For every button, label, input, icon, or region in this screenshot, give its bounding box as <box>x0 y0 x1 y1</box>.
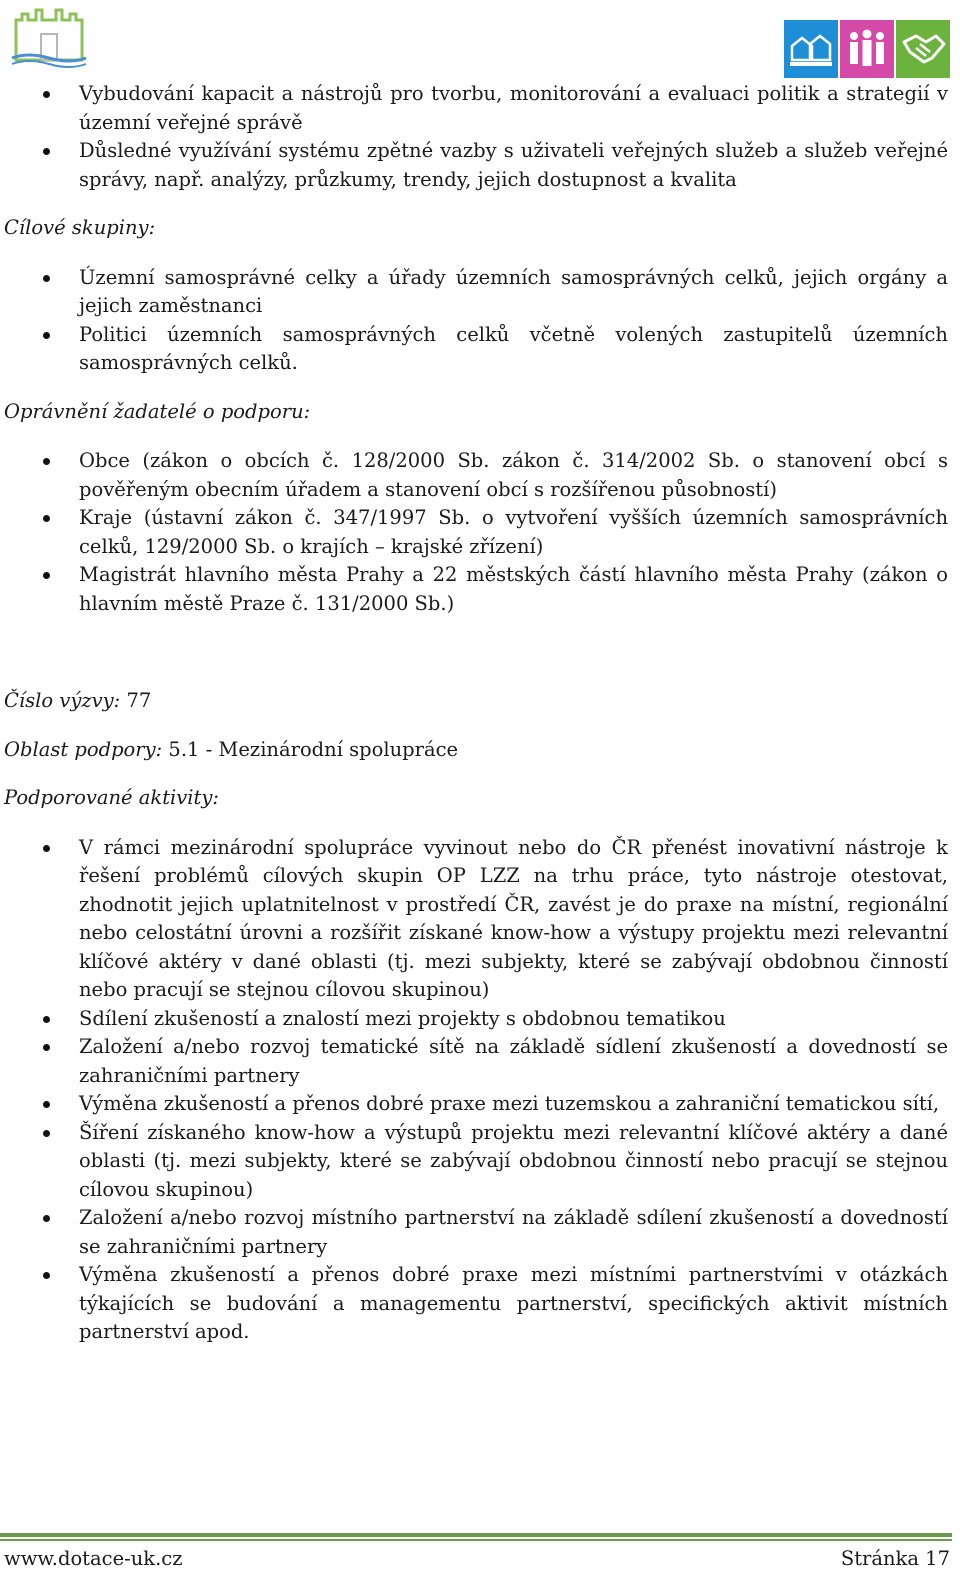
target-groups-list <box>4 264 948 378</box>
list-item: Magistrát hlavního města Prahy a 22 městských částí hlavního města Prahy (zákon o hlavním městě Praze č. 131/2000 Sb.) <box>4 561 948 618</box>
list-item: Politici územních samosprávných celků včetně volených zastupitelů územních samosprávných celků. <box>4 321 948 378</box>
list-item: Vybudování kapacit a nástrojů pro tvorbu, monitorování a evaluaci politik a strategií v územní veřejné správě <box>4 80 948 137</box>
support-area-label: Oblast podpory: <box>4 737 163 761</box>
list-item: Důsledné využívání systému zpětné vazby s uživateli veřejných služeb a služeb veřejné správy, např. analýzy, průzkumy, trendy, jejich dostupnost a kvalita <box>4 137 948 194</box>
eligible-applicants-list <box>4 447 948 618</box>
footer-rule <box>0 1533 952 1537</box>
handshake-icon <box>896 20 950 78</box>
list-item: Sdílení zkušeností a znalostí mezi projekty s obdobnou tematikou <box>4 1005 948 1034</box>
document-body <box>4 80 948 1347</box>
target-groups-heading: Cílové skupiny: <box>4 216 156 239</box>
list-item: V rámci mezinárodní spolupráce vyvinout nebo do ČR přenést inovativní nástroje k řešení problémů cílových skupin OP LZZ na trhu práce, tyto nástroje otestovat, zhodnotit jejich uplatnitelnost v prostředí ČR, zavést je do praxe na místní, regionální nebo celostátní úrovni a rozšířit získané know-how a výstupy projektu mezi relevantní klíčové aktéry v dané oblasti (tj. mezi subjekty, které se zabývají obdobnou činností nebo pracují se stejnou cílovou skupinou) <box>4 834 948 1005</box>
program-logo <box>784 20 950 78</box>
page-number: Stránka 17 <box>840 1547 950 1570</box>
list-item: Výměna zkušeností a přenos dobré praxe mezi tuzemskou a zahraniční tematickou sítí, <box>4 1090 948 1119</box>
supported-activities-list <box>4 834 948 1347</box>
people-group-icon <box>840 20 894 78</box>
section1-bullet-list <box>4 80 948 194</box>
eligible-applicants-heading: Oprávnění žadatelé o podporu: <box>4 399 311 423</box>
list-item: Výměna zkušeností a přenos dobré praxe mezi místními partnerstvími v otázkách týkajících se budování a managementu partnerství, specifických aktivit místních partnerství apod. <box>4 1261 948 1347</box>
call-number-label: Číslo výzvy: <box>4 689 121 712</box>
footer-website: www.dotace-uk.cz <box>4 1547 183 1570</box>
call-number-value: 77 <box>120 689 152 712</box>
support-area-value: 5.1 - Mezinárodní spolupráce <box>162 737 459 761</box>
houses-icon <box>784 20 838 78</box>
list-item: Založení a/nebo rozvoj tematické sítě na základě sídlení zkušeností a dovedností se zahraničními partnery <box>4 1033 948 1090</box>
support-area <box>4 736 948 765</box>
call-number <box>4 687 948 716</box>
castle-logo-icon <box>8 0 90 70</box>
list-item: Šíření získaného know-how a výstupů projektu mezi relevantní klíčové aktéry a dané oblasti (tj. mezi subjekty, které se zabývají obdobnou činností nebo pracují se stejnou cílovou skupinou) <box>4 1119 948 1205</box>
page-footer <box>4 1545 950 1573</box>
supported-activities-heading: Podporované aktivity: <box>4 786 219 809</box>
list-item: Obce (zákon o obcích č. 128/2000 Sb. zákon č. 314/2002 Sb. o stanovení obcí s pověřeným obecním úřadem a stanovení obcí s rozšířenou působností) <box>4 447 948 504</box>
list-item: Územní samosprávné celky a úřady územních samosprávných celků, jejich orgány a jejich zaměstnanci <box>4 264 948 321</box>
list-item: Kraje (ústavní zákon č. 347/1997 Sb. o vytvoření vyšších územních samosprávních celků, 129/2000 Sb. o krajích – krajské zřízení) <box>4 504 948 561</box>
list-item: Založení a/nebo rozvoj místního partnerství na základě sdílení zkušeností a dovedností se zahraničními partnery <box>4 1204 948 1261</box>
footer-rule-thin <box>0 1539 952 1541</box>
